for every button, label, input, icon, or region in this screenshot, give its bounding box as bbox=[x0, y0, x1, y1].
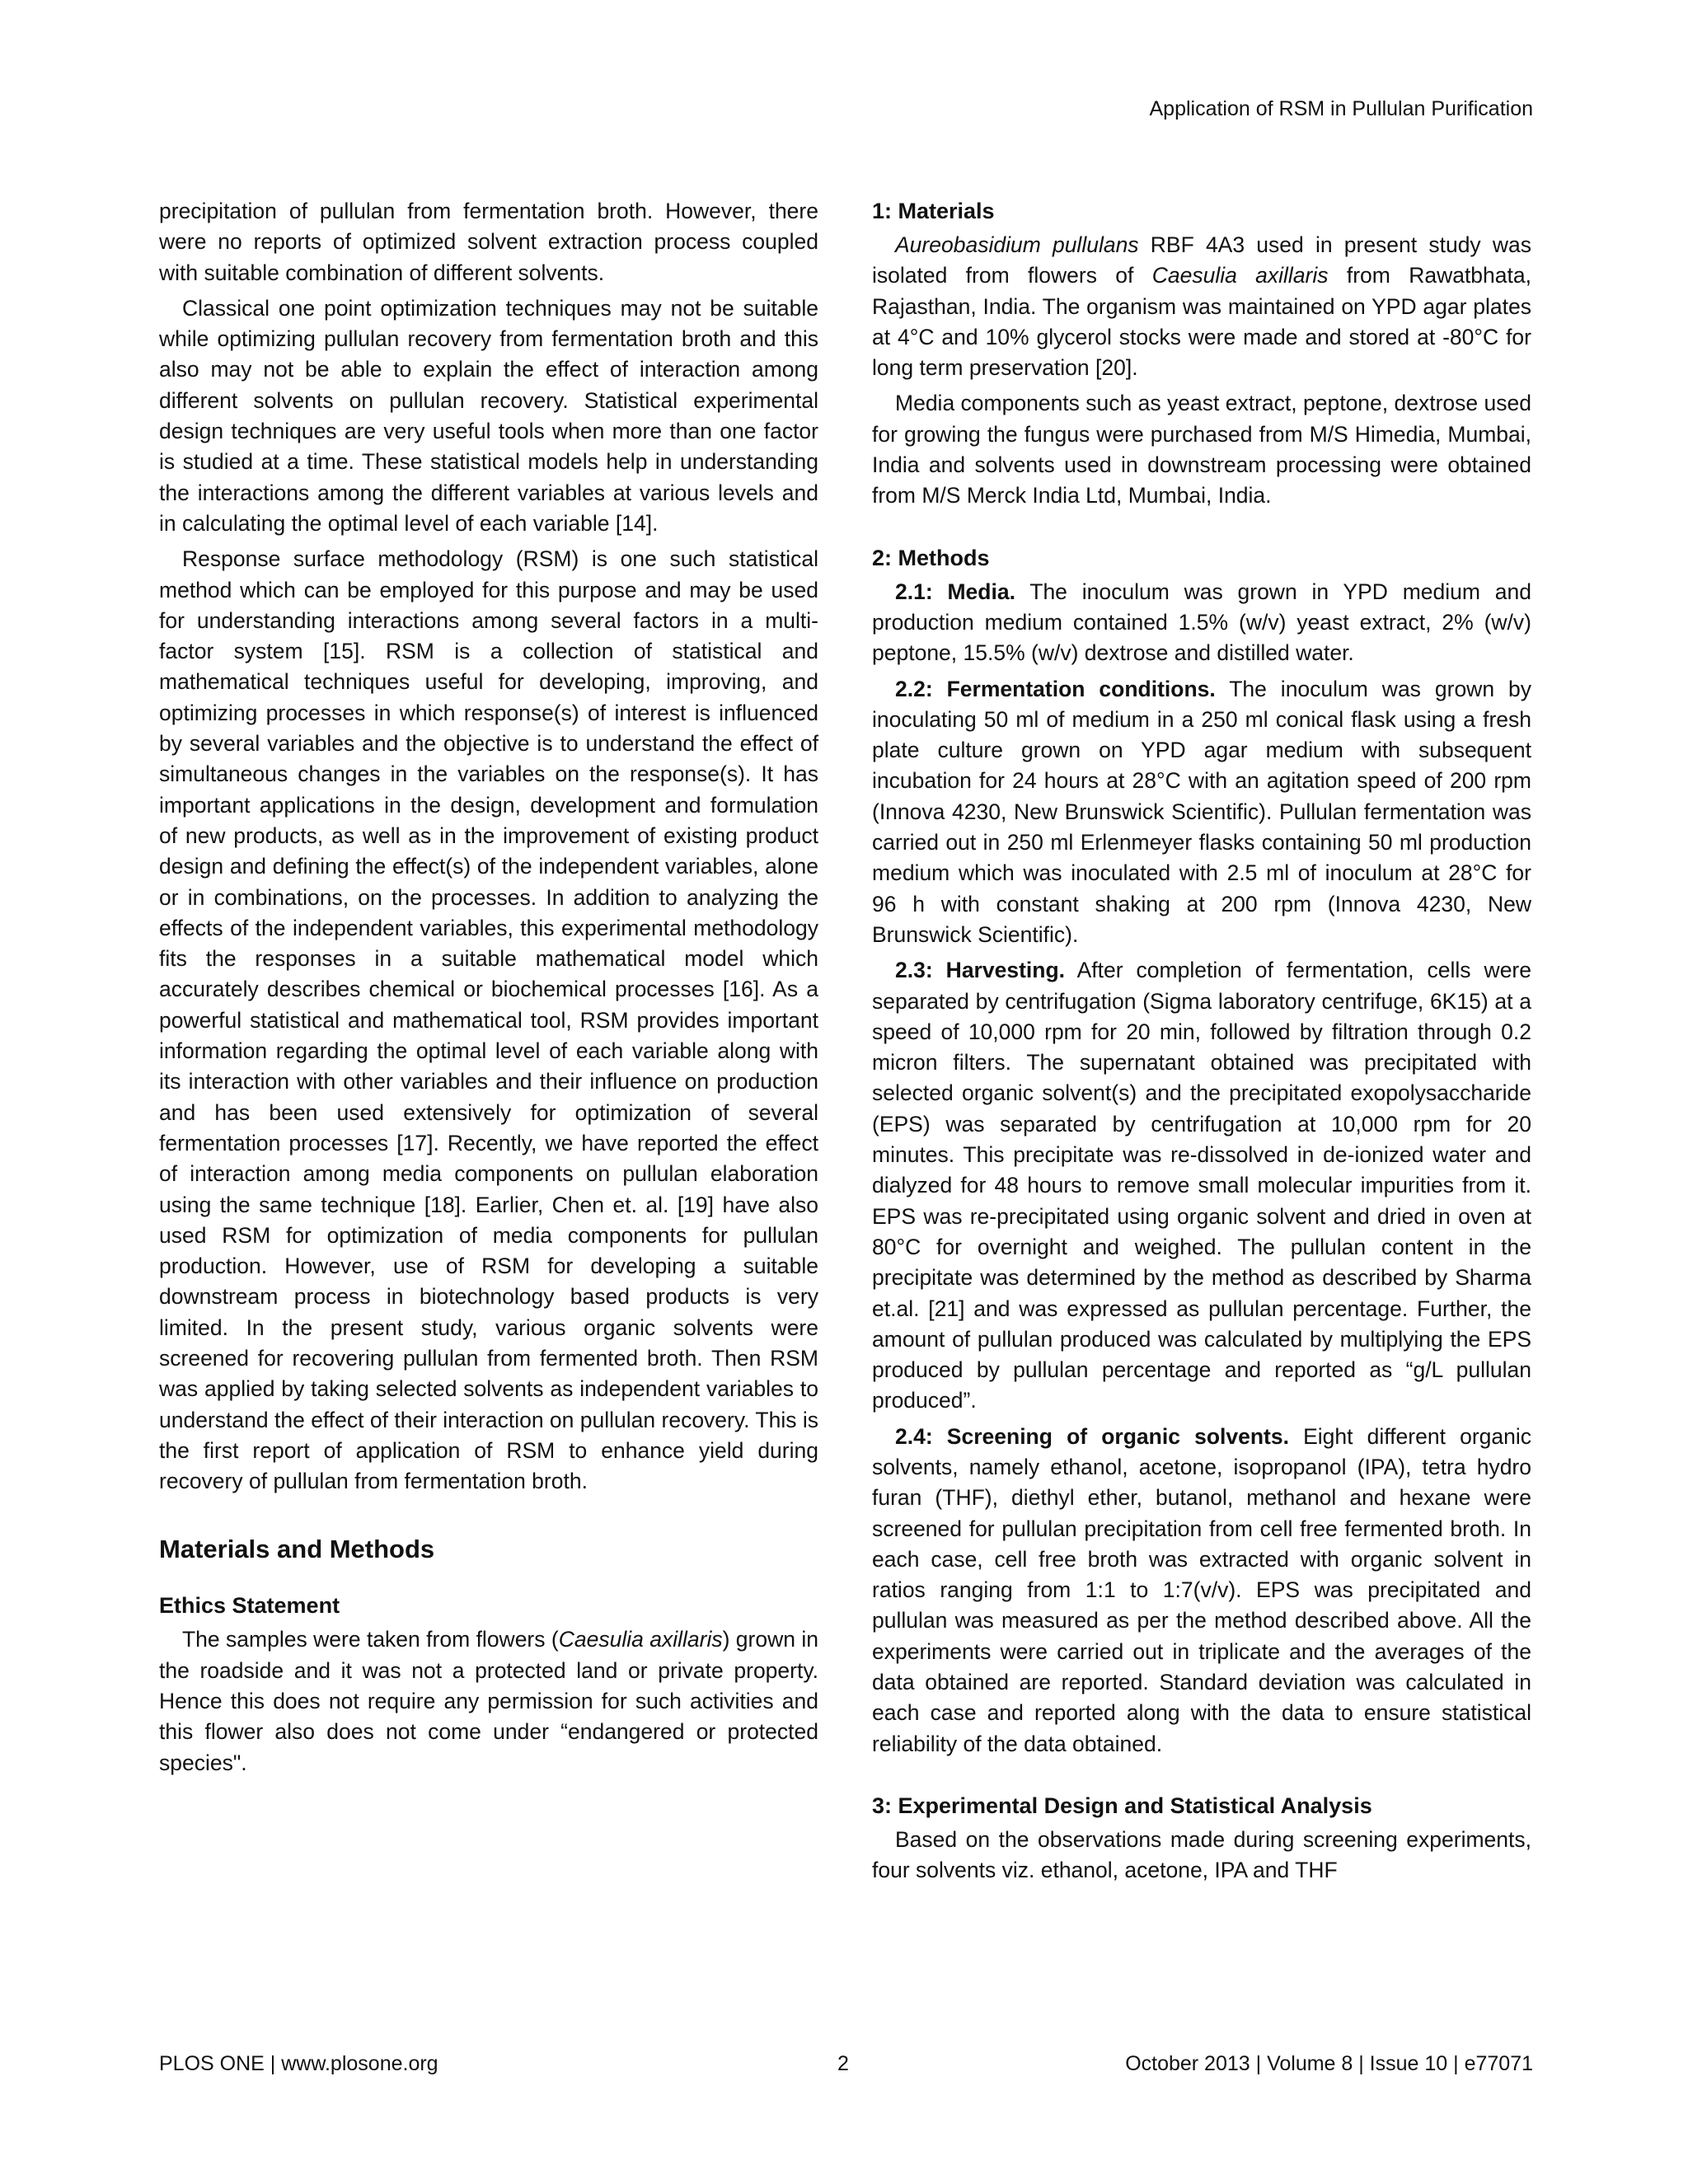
paragraph-continuation: precipitation of pullulan from fermentation broth. However, there were no reports of optimized solvent extraction process coupled with suitable combination of different solvents. bbox=[159, 199, 818, 285]
section-heading-materials-methods: Materials and Methods bbox=[159, 1535, 435, 1564]
running-header: Application of RSM in Pullulan Purification bbox=[1149, 97, 1533, 120]
left-column bbox=[159, 196, 818, 1783]
subsection-heading-design: 3: Experimental Design and Statistical Analysis bbox=[872, 1793, 1372, 1818]
paragraph-materials-organism bbox=[872, 230, 1531, 383]
organism-name: Aureobasidium pullulans bbox=[895, 232, 1139, 257]
materials-text-2: from Rawatbhata, Rajasthan, India. The organism was maintained on YPD agar plates at 4°C and 10% glycerol stocks were made and stored at -80°C for long term preservation [20]. bbox=[872, 263, 1531, 381]
paragraph-screening bbox=[872, 1422, 1531, 1760]
paragraph-materials-media: Media components such as yeast extract, peptone, dextrose used for growing the fungus were purchased from M/S Himedia, Mumbai, India and solvents used in downstream processing were obtained from M/S Merck India Ltd, Mumbai, India. bbox=[872, 391, 1531, 509]
subsection-heading-materials: 1: Materials bbox=[872, 199, 995, 223]
paragraph-classical-optimization: Classical one point optimization techniques may not be suitable while optimizing pullulan recovery from fermentation broth and this also may not be able to explain the effect of interaction among different solvents on pullulan recovery. Statistical experimental design techniques are very useful tools when more than one factor is studied at a time. These statistical models help in understanding the interactions among the different variables at various levels and in calculating the optimal level of each variable [14]. bbox=[159, 295, 818, 536]
footer-issue: October 2013 | Volume 8 | Issue 10 | e77071 bbox=[1125, 2052, 1533, 2075]
right-column bbox=[872, 196, 1531, 1891]
ethics-text-post: ) grown in the roadside and it was not a protected land or private property. Hence this does not require any permission for such activities and this flower also does not come under “endangered or protected species". bbox=[159, 1627, 819, 1775]
footer-page-number: 2 bbox=[837, 2052, 849, 2075]
footer-journal: PLOS ONE | www.plosone.org bbox=[159, 2052, 438, 2075]
materials-text-1: RBF 4A3 used in present study was isolated from flowers of bbox=[872, 232, 1531, 288]
media-text: The inoculum was grown in YPD medium and production medium contained 1.5% (w/v) yeast extract, 2% (w/v) peptone, 15.5% (w/v) dextrose and distilled water. bbox=[872, 579, 1531, 666]
media-lead: 2.1: Media. bbox=[895, 579, 1015, 604]
paragraph-rsm: Response surface methodology (RSM) is one such statistical method which can be employed for this purpose and may be used for understanding interactions among several factors in a multi-factor system [15]. RSM is a collection of statistical and mathematical techniques useful for developing, improving, and optimizing processes in which response(s) of interest is influenced by several variables and the objective is to understand the effect of simultaneous changes in the variables on the response(s). It has important applications in the design, development and formulation of new products, as well as in the improvement of existing product design and defining the effect(s) of the independent variables, alone or in combinations, on the processes. In addition to analyzing the effects of the independent variables, this experimental methodology fits the responses in a suitable mathematical model which accurately describes chemical or biochemical processes [16]. As a powerful statistical and mathematical tool, RSM provides important information regarding the optimal level of each variable along with its interaction with other variables and their influence on production and has been used extensively for optimization of several fermentation processes [17]. Recently, we have reported the effect of interaction among media components on pullulan elaboration using the same technique [18]. Earlier, Chen et. al. [19] have also used RSM for optimization of media components for pullulan production. However, use of RSM for developing a suitable downstream process in biotechnology based products is very limited. In the present study, various organic solvents were screened for recovering pullulan from fermented broth. Then RSM was applied by taking selected solvents as independent variables to understand the effect of their interaction on pullulan recovery. This is the first report of application of RSM to enhance yield during recovery of pullulan from fermentation broth. bbox=[159, 546, 818, 1494]
screening-lead: 2.4: Screening of organic solvents. bbox=[895, 1423, 1289, 1449]
ethics-text-pre: The samples were taken from flowers ( bbox=[182, 1627, 559, 1652]
paragraph-design: Based on the observations made during screening experiments, four solvents viz. ethanol, acetone, IPA and THF bbox=[872, 1826, 1531, 1883]
paragraph-ethics bbox=[159, 1624, 818, 1778]
paragraph-fermentation bbox=[872, 674, 1531, 951]
harvesting-text: After completion of fermentation, cells were separated by centrifugation (Sigma laboratory centrifuge, 6K15) at a speed of 10,000 rpm for 20 min, followed by filtration through 0.2 micron filters. The supernatant obtained was precipitated with selected organic solvent(s) and the precipitated exopolysaccharide (EPS) was separated by centrifugation at 10,000 rpm for 20 minutes. This precipitate was re-dissolved in de-ionized water and dialyzed for 48 hours to remove small molecular impurities from it. EPS was re-precipitated using organic solvent and dried in oven at 80°C for overnight and weighed. The pullulan content in the precipitate was determined by the method as described by Sharma et.al. [21] and was expressed as pullulan percentage. Further, the amount of pullulan produced was calculated by multiplying the EPS produced by pullulan percentage and reported as “g/L pullulan produced”. bbox=[872, 958, 1531, 1413]
paragraph-harvesting bbox=[872, 955, 1531, 1416]
fermentation-lead: 2.2: Fermentation conditions. bbox=[895, 676, 1216, 701]
harvesting-lead: 2.3: Harvesting. bbox=[895, 958, 1066, 983]
paragraph-media bbox=[872, 577, 1531, 669]
ethics-species-name: Caesulia axillaris bbox=[558, 1627, 723, 1652]
subsection-heading-methods: 2: Methods bbox=[872, 545, 990, 570]
subsection-heading-ethics: Ethics Statement bbox=[159, 1593, 340, 1619]
screening-text: Eight different organic solvents, namely ethanol, acetone, isopropanol (IPA), tetra hydro furan (THF), diethyl ether, butanol, methanol and hexane were screened for pullulan precipitation from cell free fermented broth. In each case, cell free broth was extracted with organic solvent in ratios ranging from 1:1 to 1:7(v/v). EPS was precipitated and pullulan was measured as per the method described above. All the experiments were carried out in triplicate and the averages of the data obtained are reported. Standard deviation was calculated in each case and reported along with the data to ensure statistical reliability of the data obtained. bbox=[872, 1423, 1531, 1756]
plant-species-name: Caesulia axillaris bbox=[1151, 263, 1329, 288]
fermentation-text: The inoculum was grown by inoculating 50 ml of medium in a 250 ml conical flask using a fresh plate culture grown on YPD agar medium with subsequent incubation for 24 hours at 28°C with an agitation speed of 200 rpm (Innova 4230, New Brunswick Scientific). Pullulan fermentation was carried out in 250 ml Erlenmeyer flasks containing 50 ml production medium which was inoculated with 2.5 ml of inoculum at 28°C for 96 h with constant shaking at 200 rpm (Innova 4230, New Brunswick Scientific). bbox=[872, 676, 1531, 947]
